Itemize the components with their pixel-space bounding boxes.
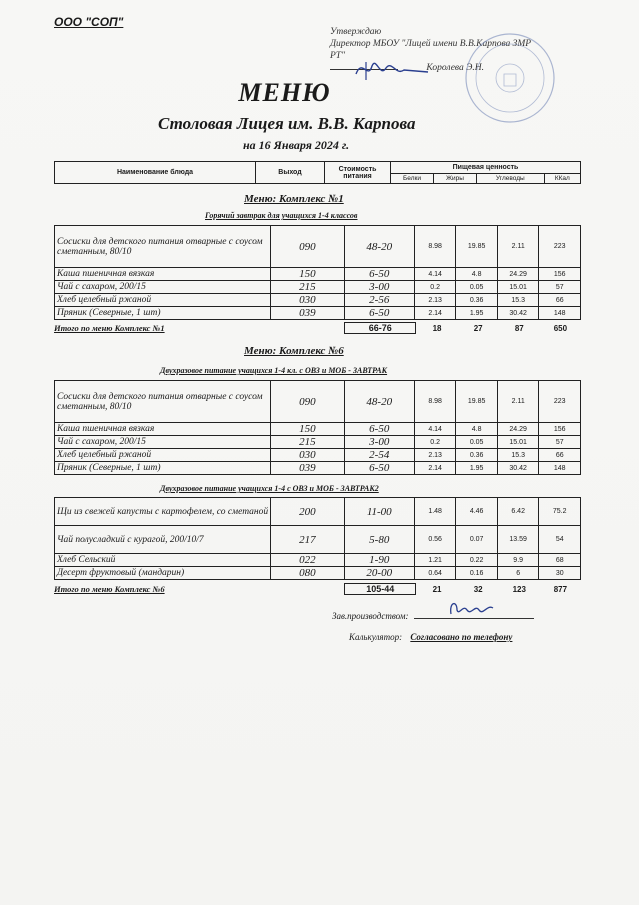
dish-kcal: 66 [539, 294, 581, 307]
dish-price: 6-50 [344, 268, 414, 281]
dish-fat: 0.36 [456, 294, 498, 307]
table-row [55, 462, 581, 475]
dish-name: Каша пшеничная вязкая [55, 268, 271, 281]
columns-header [54, 161, 581, 184]
dish-name: Хлеб целебный ржаной [55, 294, 271, 307]
table-row [55, 526, 581, 554]
dish-price: 3-00 [344, 436, 414, 449]
dish-protein: 0.56 [414, 526, 456, 554]
dish-protein: 8.98 [414, 226, 456, 268]
total-price: 105-44 [345, 584, 416, 595]
dish-protein: 4.14 [414, 423, 456, 436]
dish-fat: 0.05 [456, 281, 498, 294]
dish-protein: 1.48 [414, 498, 456, 526]
dish-kcal: 54 [539, 526, 581, 554]
complex1-title: Меню: Комплекс №1 [244, 193, 344, 205]
dish-kcal: 148 [539, 462, 581, 475]
dish-carbs: 15.3 [497, 449, 539, 462]
dish-carbs: 6 [497, 567, 539, 580]
dish-carbs: 6.42 [497, 498, 539, 526]
table-row [55, 294, 581, 307]
table-row [55, 423, 581, 436]
table-row [55, 449, 581, 462]
table-row [55, 226, 581, 268]
dish-carbs: 9.9 [497, 554, 539, 567]
dish-name: Пряник (Северные, 1 шт) [55, 307, 271, 320]
dish-name: Сосиски для детского питания отварные с соусом сметанным, 80/10 [55, 381, 271, 423]
dish-kcal: 223 [539, 226, 581, 268]
col-carbs: Углеводы [476, 174, 544, 184]
table-row [55, 567, 581, 580]
dish-protein: 2.13 [414, 294, 456, 307]
dish-kcal: 75.2 [539, 498, 581, 526]
director-name: Королева Э.Н. [426, 63, 484, 73]
dish-name: Чай полусладкий с курагой, 200/10/7 [55, 526, 271, 554]
dish-name: Чай с сахаром, 200/15 [55, 436, 271, 449]
complex6-subtitle: Двухразовое питание учащихся 1-4 кл. с ОВЗ и МОБ - ЗАВТРАК [160, 366, 388, 375]
dish-output: 039 [271, 462, 344, 475]
dish-output: 200 [271, 498, 344, 526]
dish-carbs: 15.3 [497, 294, 539, 307]
dish-price: 6-50 [344, 423, 414, 436]
dish-fat: 4.46 [456, 498, 498, 526]
total-price: 66-76 [345, 323, 416, 334]
dish-price: 3-00 [344, 281, 414, 294]
dish-fat: 0.16 [456, 567, 498, 580]
dish-kcal: 66 [539, 449, 581, 462]
approval-position: Директор МБОУ "Лицей имени В.В.Карпова ЗМР [330, 39, 532, 49]
dish-carbs: 24.29 [497, 423, 539, 436]
complex6-table [54, 380, 581, 475]
dish-name: Хлеб Сельский [55, 554, 271, 567]
complex1-total [54, 322, 581, 334]
complex6-subtitle-2: Двухразовое питание учащихся 1-4 с ОВЗ и МОБ - ЗАВТРАК2 [160, 484, 379, 493]
dish-kcal: 223 [539, 381, 581, 423]
calculator-row [349, 632, 512, 642]
dish-name: Пряник (Северные, 1 шт) [55, 462, 271, 475]
dish-carbs: 24.29 [497, 268, 539, 281]
dish-kcal: 57 [539, 281, 581, 294]
col-price: Стоимость питания [325, 162, 391, 184]
total-carbs: 87 [514, 323, 524, 333]
page-subtitle: Столовая Лицея им. В.В. Карпова [158, 114, 416, 133]
dish-kcal: 148 [539, 307, 581, 320]
total-kcal: 877 [553, 584, 568, 594]
total-fat: 27 [473, 323, 483, 333]
dish-fat: 19.85 [456, 381, 498, 423]
approval-heading: Утверждаю [330, 27, 382, 37]
dish-kcal: 156 [539, 423, 581, 436]
dish-output: 090 [271, 381, 344, 423]
dish-price: 2-56 [344, 294, 414, 307]
production-label: Зав.производством: [332, 611, 409, 621]
dish-fat: 0.36 [456, 449, 498, 462]
dish-protein: 8.98 [414, 381, 456, 423]
total-label: Итого по меню Комплекс №6 [54, 584, 165, 594]
dish-name: Сосиски для детского питания отварные с соусом сметанным, 80/10 [55, 226, 271, 268]
dish-protein: 2.14 [414, 307, 456, 320]
dish-kcal: 30 [539, 567, 581, 580]
dish-fat: 4.8 [456, 268, 498, 281]
dish-fat: 0.05 [456, 436, 498, 449]
dish-protein: 0.2 [414, 281, 456, 294]
dish-protein: 0.2 [414, 436, 456, 449]
col-output: Выход [256, 162, 325, 184]
col-kcal: ККал [544, 174, 580, 184]
dish-fat: 1.95 [456, 462, 498, 475]
dish-name: Щи из свежей капусты с картофелем, со сметаной [55, 498, 271, 526]
calculator-label: Калькулятор: [349, 632, 403, 642]
approval-position-cont: РТ" [330, 51, 346, 61]
table-row [55, 268, 581, 281]
dish-price: 20-00 [344, 567, 414, 580]
dish-protein: 2.14 [414, 462, 456, 475]
dish-carbs: 30.42 [497, 307, 539, 320]
organization-name: ООО "СОП" [54, 15, 124, 29]
table-row [55, 281, 581, 294]
complex6-title: Меню: Комплекс №6 [244, 345, 344, 357]
dish-kcal: 57 [539, 436, 581, 449]
dish-fat: 19.85 [456, 226, 498, 268]
dish-fat: 0.22 [456, 554, 498, 567]
dish-kcal: 68 [539, 554, 581, 567]
dish-kcal: 156 [539, 268, 581, 281]
dish-output: 217 [271, 526, 344, 554]
complex6-table-2 [54, 497, 581, 580]
dish-carbs: 15.01 [497, 281, 539, 294]
dish-output: 030 [271, 294, 344, 307]
dish-price: 6-50 [344, 307, 414, 320]
total-fat: 32 [473, 584, 483, 594]
dish-price: 48-20 [344, 226, 414, 268]
dish-name: Десерт фруктовый (мандарин) [55, 567, 271, 580]
col-protein: Белки [391, 174, 434, 184]
dish-carbs: 13.59 [497, 526, 539, 554]
manager-signature [445, 596, 501, 620]
dish-output: 090 [271, 226, 344, 268]
dish-carbs: 2.11 [497, 381, 539, 423]
col-nutrition: Пищевая ценность [391, 162, 581, 174]
dish-protein: 2.13 [414, 449, 456, 462]
table-row [55, 307, 581, 320]
menu-date: на 16 Января 2024 г. [243, 138, 350, 152]
dish-fat: 4.8 [456, 423, 498, 436]
dish-output: 215 [271, 281, 344, 294]
calculator-value: Согласовано по телефону [410, 632, 513, 642]
total-kcal: 650 [553, 323, 568, 333]
dish-output: 080 [271, 567, 344, 580]
complex6-total [54, 583, 581, 595]
dish-protein: 1.21 [414, 554, 456, 567]
dish-output: 150 [271, 268, 344, 281]
complex1-subtitle: Горячий завтрак для учащихся 1-4 классов [205, 211, 358, 220]
dish-price: 48-20 [344, 381, 414, 423]
dish-fat: 1.95 [456, 307, 498, 320]
dish-price: 5-80 [344, 526, 414, 554]
dish-carbs: 15.01 [497, 436, 539, 449]
dish-name: Каша пшеничная вязкая [55, 423, 271, 436]
dish-output: 022 [271, 554, 344, 567]
dish-protein: 0.64 [414, 567, 456, 580]
dish-carbs: 30.42 [497, 462, 539, 475]
dish-output: 030 [271, 449, 344, 462]
dish-price: 11-00 [344, 498, 414, 526]
table-row [55, 554, 581, 567]
dish-name: Хлеб целебный ржаной [55, 449, 271, 462]
dish-carbs: 2.11 [497, 226, 539, 268]
complex1-table [54, 225, 581, 320]
page-title: МЕНЮ [238, 78, 331, 107]
col-name: Наименование блюда [55, 162, 256, 184]
total-protein: 18 [432, 323, 442, 333]
dish-output: 150 [271, 423, 344, 436]
production-manager [332, 611, 534, 621]
dish-fat: 0.07 [456, 526, 498, 554]
table-row [55, 436, 581, 449]
col-fat: Жиры [434, 174, 477, 184]
dish-price: 1-90 [344, 554, 414, 567]
total-carbs: 123 [512, 584, 526, 594]
dish-price: 6-50 [344, 462, 414, 475]
dish-price: 2-54 [344, 449, 414, 462]
total-protein: 21 [432, 584, 442, 594]
total-label: Итого по меню Комплекс №1 [54, 323, 165, 333]
table-row [55, 498, 581, 526]
dish-protein: 4.14 [414, 268, 456, 281]
dish-name: Чай с сахаром, 200/15 [55, 281, 271, 294]
dish-output: 039 [271, 307, 344, 320]
table-row [55, 381, 581, 423]
dish-output: 215 [271, 436, 344, 449]
